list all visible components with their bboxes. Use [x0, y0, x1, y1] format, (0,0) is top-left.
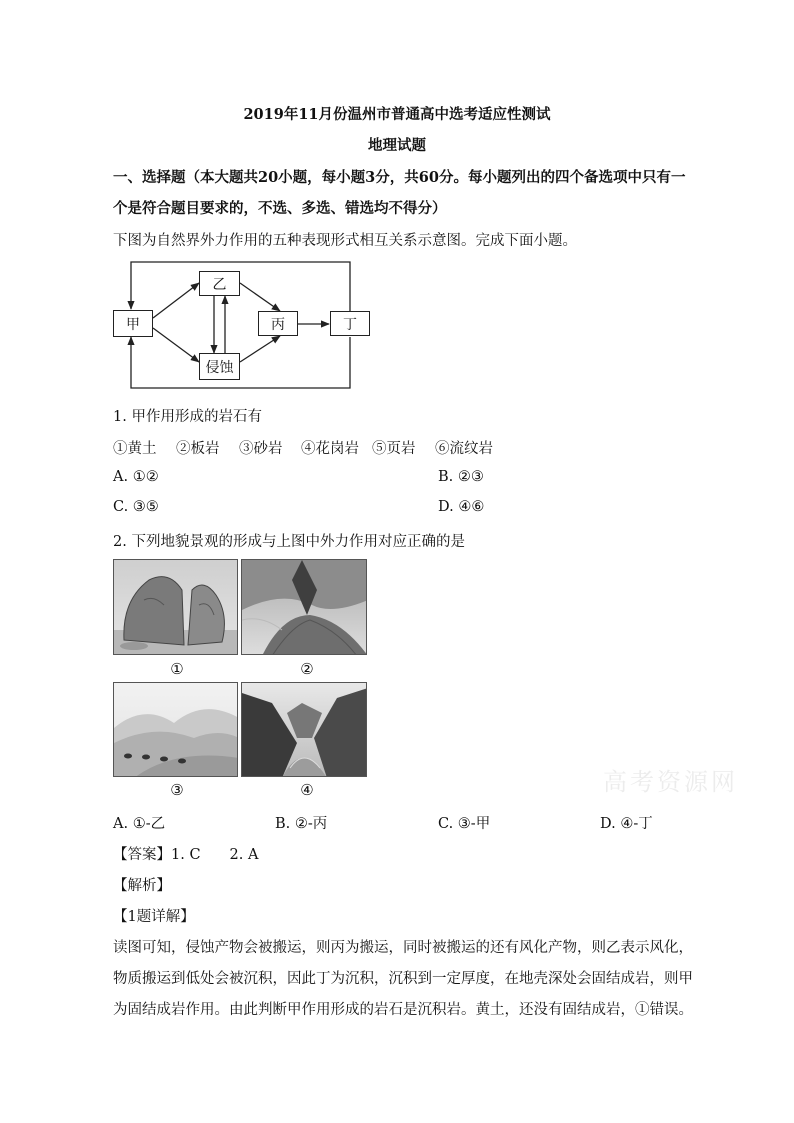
analysis-paragraph-line1: 读图可知，侵蚀产物会被搬运，则丙为搬运，同时被搬运的还有风化产物，则乙表示风化， [113, 940, 693, 956]
photo-4-caption: ④ [300, 781, 314, 799]
answer-label: 【答案】 [113, 847, 171, 863]
analysis-detail-label: 【1题详解】 [113, 909, 195, 925]
node-jia: 甲 [113, 310, 153, 337]
node-qinshi: 侵蚀 [199, 353, 240, 380]
q1-item-3: ③砂岩 [239, 441, 283, 457]
page-subtitle: 地理试题 [368, 137, 426, 154]
q1-item-6: ⑥流纹岩 [435, 441, 493, 457]
analysis-paragraph-line3: 为固结成岩作用。由此判断甲作用形成的岩石是沉积岩。黄土，还没有固结成岩，①错误。 [113, 1002, 693, 1018]
section-heading-line1: 一、选择题（本大题共20小题，每小题3分，共60分。每小题列出的四个备选项中只有一 [113, 169, 686, 186]
page-title: 2019年11月份温州市普通高中选考适应性测试 [243, 106, 551, 123]
q1-option-b: B. ②③ [438, 469, 484, 485]
q1-option-c: C. ③⑤ [113, 499, 159, 515]
node-yi: 乙 [199, 271, 240, 296]
q1-item-5: ⑤页岩 [372, 441, 416, 457]
diagram-arrows [0, 0, 794, 400]
answer-text: 1. C 2. A [171, 847, 259, 863]
arrow-jia-to-yi [153, 283, 199, 318]
analysis-label: 【解析】 [113, 878, 171, 894]
q2-option-b: B. ②-丙 [275, 816, 328, 832]
q2-stem: 2. 下列地貌景观的形成与上图中外力作用对应正确的是 [113, 534, 465, 550]
arrow-yi-to-bing [240, 283, 280, 311]
node-bing: 丙 [258, 311, 298, 336]
photo-3-desert-dunes [113, 682, 238, 777]
q2-option-c: C. ③-甲 [438, 816, 491, 832]
q1-option-a: A. ①② [113, 469, 159, 485]
q1-item-4: ④花岗岩 [301, 441, 359, 457]
section-heading-line2: 个是符合题目要求的，不选、多选、错选均不得分） [113, 200, 447, 217]
photo-2-drawing [242, 560, 367, 655]
watermark: 高考资源网 [603, 768, 738, 796]
photo-3-caption: ③ [170, 781, 184, 799]
photo-4-drawing [242, 683, 367, 777]
arrow-qinshi-to-bing [240, 336, 280, 362]
photo-1-drawing [114, 560, 238, 655]
arrow-ding-to-jia-top [131, 262, 350, 312]
analysis-paragraph-line2: 物质搬运到低处会被沉积，因此丁为沉积，沉积到一定厚度，在地壳深处会固结成岩，则甲 [113, 971, 693, 987]
answer-line [113, 843, 258, 864]
q1-item-2: ②板岩 [176, 441, 220, 457]
photo-4-fjord [241, 682, 367, 777]
question-intro: 下图为自然界外力作用的五种表现形式相互关系示意图。完成下面小题。 [113, 233, 577, 249]
q2-option-a: A. ①-乙 [113, 816, 166, 832]
q2-option-d: D. ④-丁 [600, 816, 653, 832]
q1-option-d: D. ④⑥ [438, 499, 485, 515]
photo-1-caption: ① [170, 660, 184, 678]
node-ding: 丁 [330, 311, 370, 336]
arrow-ding-to-jia-bottom [131, 337, 350, 388]
photo-2-alluvial-fan [241, 559, 367, 655]
process-diagram [0, 0, 794, 400]
q1-stem: 1. 甲作用形成的岩石有 [113, 409, 262, 425]
photo-1-split-rock [113, 559, 238, 655]
photo-3-drawing [114, 683, 238, 777]
q1-items [113, 437, 513, 457]
photo-2-caption: ② [300, 660, 314, 678]
arrow-jia-to-qinshi [153, 328, 199, 362]
q1-item-1: ①黄土 [113, 441, 157, 457]
